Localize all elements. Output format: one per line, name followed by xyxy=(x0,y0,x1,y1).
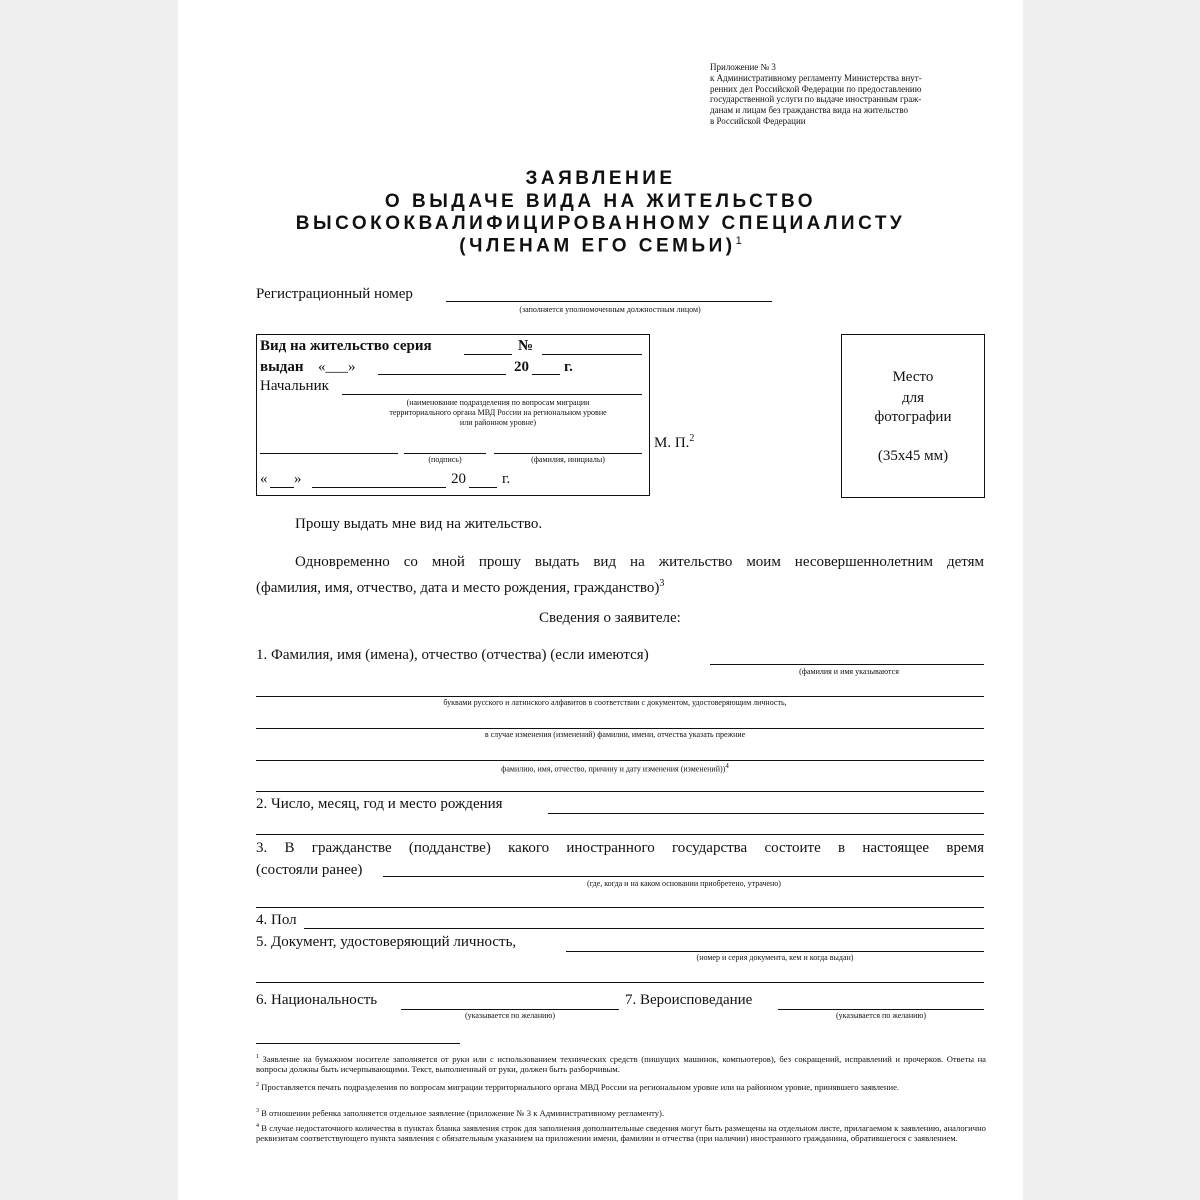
field2-input-line-1[interactable] xyxy=(548,813,984,814)
footnote-separator xyxy=(256,1043,460,1044)
field3-input-line-1[interactable] xyxy=(383,876,984,877)
permit-year-prefix: 20 xyxy=(514,359,529,375)
footnote-ref: 2 xyxy=(256,1082,259,1088)
field1-hint-4: фамилию, имя, отчество, причину и дату изменения (изменений))$^4$ xyxy=(501,762,729,774)
date-year-prefix: 20 xyxy=(451,471,466,487)
field3-line-2: (состояли ранее) xyxy=(256,862,363,878)
permit-issued-month-line[interactable] xyxy=(378,374,506,375)
field6-input-line[interactable] xyxy=(401,1009,619,1010)
permit-issued-label: выдан xyxy=(260,359,304,375)
stamp-label: М. П.$^2$ xyxy=(654,433,695,451)
footnote-3: $^3$ В отношении ребенка заполняется отдельное заявление (приложение № 3 к Административному регламенту). xyxy=(256,1107,665,1118)
field1-label: 1. Фамилия, имя (имена), отчество (отчества) (если имеются) xyxy=(256,647,649,663)
field3-hint: (где, когда и на каком основании приобретено, утрачено) xyxy=(587,879,781,888)
field6-label: 6. Национальность xyxy=(256,992,378,1008)
footnote-4: $^4$ В случае недостаточного количества в пунктах бланка заявления строк для заполнения дополнительные сведения могут быть размещены на отдельном листе, прилагаемом к заявлению, аналогично реквизитам соответствующего пункта заявления с обязательным указанием на приложении имени, фамилии и отчества (при наличии) иностранного гражданина, обратившегося с заявлением. xyxy=(256,1122,986,1144)
date-open-quote: « xyxy=(260,471,268,487)
annex-line: Приложение № 3 xyxy=(710,62,776,72)
annex-note xyxy=(710,62,922,127)
field1-input-line-5[interactable] xyxy=(256,791,984,792)
footnote-ref: 3 xyxy=(256,1108,259,1114)
signature-line[interactable] xyxy=(404,453,486,454)
registration-label: Регистрационный номер xyxy=(256,286,413,302)
name-initials-hint: (фамилия, инициалы) xyxy=(531,455,605,464)
field1-input-line-2[interactable] xyxy=(256,696,984,697)
title-line-4: (ЧЛЕНАМ ЕГО СЕМЬИ)$^1$ xyxy=(459,235,742,257)
photo-label-3: фотографии xyxy=(874,409,952,425)
footnote-2: $^2$ Проставляется печать подразделения по вопросам миграции территориального органа МВД России на региональном уровне или на районном уровне, принявшего заявление. xyxy=(256,1081,900,1092)
field1-hint-3: в случае изменения (изменений) фамилии, имени, отчества указать прежние xyxy=(484,730,746,739)
field4-label: 4. Пол xyxy=(256,912,297,928)
title-line-2: О ВЫДАЧЕ ВИДА НА ЖИТЕЛЬСТВО xyxy=(384,191,817,212)
signature-hint: (подпись) xyxy=(428,455,462,464)
footnote-1: $^1$ Заявление на бумажном носителе заполняется от руки или с использованием технических средств (пишущих машинок, компьютеров), без сокращений, исправлений и прочерков. Ответы на вопросы должны быть исчерпывающими. Текст, выполненный от руки, должен быть разборчивым. xyxy=(256,1053,986,1075)
date-close-quote: » xyxy=(294,471,302,487)
field3-label xyxy=(256,837,984,881)
permit-series-line[interactable] xyxy=(464,354,512,355)
permit-issued-day: «___» xyxy=(318,359,356,375)
field2-label: 2. Число, месяц, год и место рождения xyxy=(256,796,503,812)
title-line-1: ЗАЯВЛЕНИЕ xyxy=(525,168,676,189)
field6-hint: (указывается по желанию) xyxy=(464,1011,556,1020)
field2-input-line-2[interactable] xyxy=(256,834,984,835)
footnote-ref: 3 xyxy=(659,578,665,589)
field1-input-line-1[interactable] xyxy=(710,664,984,665)
chief-extra-line[interactable] xyxy=(260,453,398,454)
field5-label: 5. Документ, удостоверяющий личность, xyxy=(256,934,517,950)
chief-hint-3: или районном уровне) xyxy=(459,418,537,427)
date-year-suffix: г. xyxy=(502,471,511,487)
request-text: Прошу выдать мне вид на жительство. xyxy=(295,516,543,532)
footnote-ref: 4 xyxy=(256,1123,259,1129)
field5-hint: (номер и серия документа, кем и когда выдан) xyxy=(696,953,854,962)
chief-label: Начальник xyxy=(260,378,329,394)
permit-number-line[interactable] xyxy=(542,354,642,355)
name-initials-line[interactable] xyxy=(494,453,642,454)
field1-input-line-3[interactable] xyxy=(256,728,984,729)
document-page xyxy=(178,0,1023,1200)
permit-year-line[interactable] xyxy=(532,374,560,375)
field1-hint-1: (фамилия и имя указываются xyxy=(799,667,899,676)
date-year-line[interactable] xyxy=(469,487,497,488)
field1-input-line-4[interactable] xyxy=(256,760,984,761)
field5-input-line-2[interactable] xyxy=(256,982,984,983)
registration-hint: (заполняется уполномоченным должностным лицом) xyxy=(519,305,701,314)
permit-series-label: Вид на жительство серия xyxy=(260,338,432,354)
field1-hint-2: буквами русского и латинского алфавитов в соответствии с документом, удостоверяющим личность, xyxy=(443,698,787,707)
field3-input-line-2[interactable] xyxy=(256,907,984,908)
annex-line: государственной услуги по выдаче иностранным граж- xyxy=(710,94,922,105)
annex-line: в Российской Федерации xyxy=(710,115,806,126)
footnote-ref: 2 xyxy=(689,433,695,444)
field7-label: 7. Вероисповедание xyxy=(625,992,753,1008)
footnote-ref: 1 xyxy=(256,1054,259,1060)
permit-year-suffix: г. xyxy=(564,359,573,375)
footnote-ref: 1 xyxy=(735,235,742,247)
date-month-line[interactable] xyxy=(312,487,446,488)
annex-line: данам и лицам без гражданства вида на жительство xyxy=(710,105,909,116)
photo-box xyxy=(841,334,985,498)
children-line-1: Одновременно со мной прошу выдать вид на жительство моим несовершеннолетним детям xyxy=(295,554,984,570)
chief-line[interactable] xyxy=(342,394,642,395)
applicant-heading: Сведения о заявителе: xyxy=(539,610,681,626)
photo-label-2: для xyxy=(901,390,925,406)
field5-input-line-1[interactable] xyxy=(566,951,984,952)
registration-input-line[interactable] xyxy=(446,301,772,302)
annex-line: ренних дел Российской Федерации по предоставлению xyxy=(710,83,922,94)
field4-input-line[interactable] xyxy=(304,928,984,929)
field7-hint: (указывается по желанию) xyxy=(835,1011,927,1020)
permit-number-label: № xyxy=(518,338,534,354)
field3-line-1: 3. В гражданстве (подданстве) какого иностранного государства состоите в настоящее время xyxy=(256,840,984,856)
date-day-line[interactable] xyxy=(270,487,294,488)
field7-input-line[interactable] xyxy=(778,1009,984,1010)
chief-hint-1: (наименование подразделения по вопросам миграции xyxy=(406,398,590,407)
children-paragraph xyxy=(256,551,984,599)
photo-label-1: Место xyxy=(892,369,934,385)
photo-size: (35х45 мм) xyxy=(877,448,949,464)
chief-hint-2: территориального органа МВД России на региональном уровне xyxy=(389,408,607,417)
footnote-ref: 4 xyxy=(725,762,729,770)
annex-line: к Административному регламенту Министерства внут- xyxy=(710,72,922,83)
title-line-3: ВЫСОКОКВАЛИФИЦИРОВАННОМУ СПЕЦИАЛИСТУ xyxy=(295,213,906,234)
children-line-2: (фамилия, имя, отчество, дата и место рождения, гражданство)$^3$ xyxy=(256,578,665,596)
